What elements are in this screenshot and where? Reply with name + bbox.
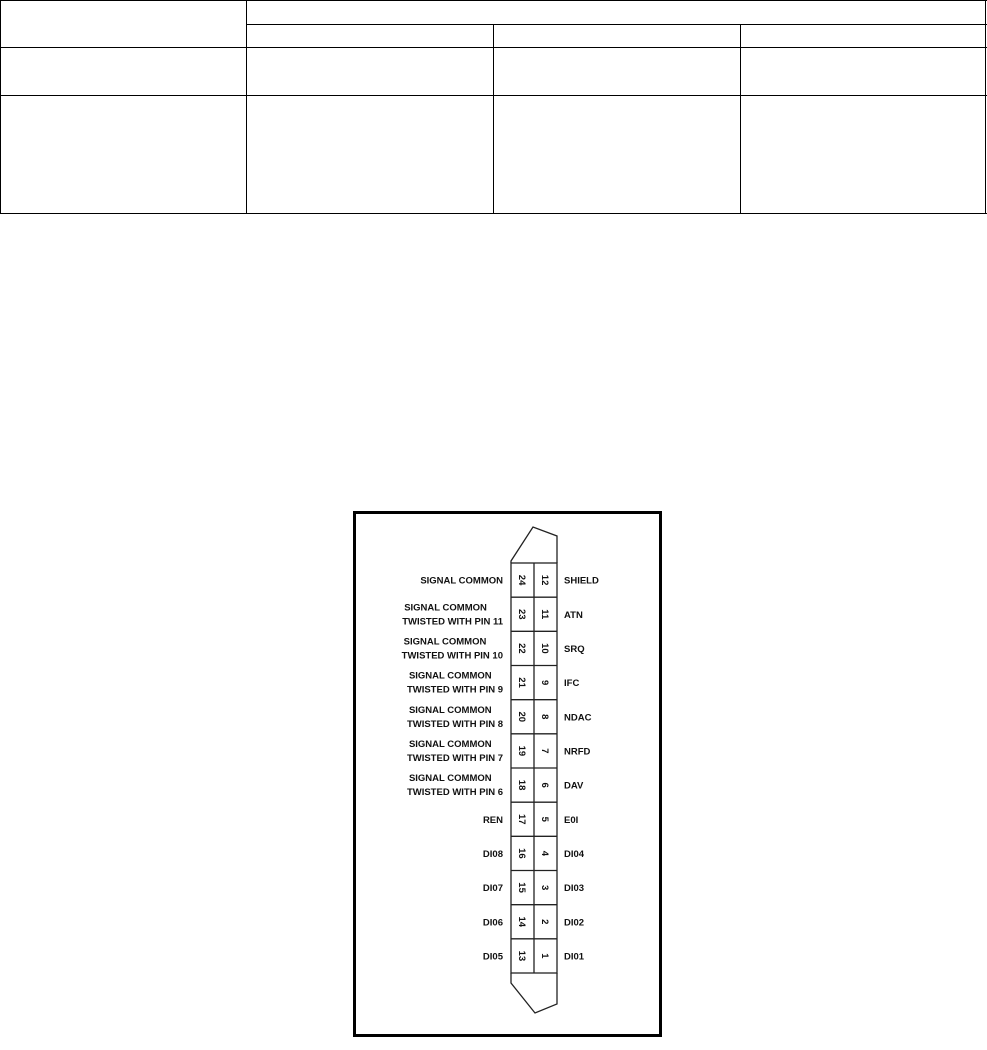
signal-label-left: TWISTED WITH PIN 11 (402, 616, 503, 628)
signal-label-left: SIGNAL COMMON (408, 670, 492, 682)
signal-label-right: DI03 (564, 883, 585, 895)
pin-number-left: 21 (516, 677, 527, 688)
table-rule-col3 (740, 24, 741, 214)
signal-label-left: DI08 (482, 848, 503, 860)
signal-label-left: TWISTED WITH PIN 10 (401, 650, 503, 662)
signal-label-left: DI06 (482, 917, 503, 929)
connector-figure (353, 511, 662, 1037)
signal-label-left: SIGNAL COMMON (408, 738, 492, 750)
empty-table (0, 0, 987, 215)
connector-diagram (356, 514, 659, 1034)
pin-number-right: 12 (539, 574, 550, 586)
pin-number-left: 24 (516, 574, 527, 586)
signal-label-left: DI05 (482, 951, 503, 963)
table-rule-top (0, 0, 987, 1)
signal-label-right: E0I (564, 814, 579, 826)
signal-label-right: IFC (564, 678, 580, 690)
table-rule-left (0, 0, 1, 214)
connector-shell-bottom (511, 973, 557, 1013)
pin-number-right: 1 (539, 953, 550, 959)
pin-number-right: 2 (539, 919, 550, 925)
signal-label-left: SIGNAL COMMON (403, 636, 487, 648)
pin-number-left: 16 (516, 848, 527, 859)
signal-label-right: DI02 (564, 917, 585, 929)
pin-number-right: 5 (539, 816, 550, 822)
pin-number-right: 9 (539, 679, 550, 686)
signal-label-left: SIGNAL COMMON (408, 773, 492, 785)
pin-number-left: 18 (516, 779, 527, 791)
pin-number-left: 13 (516, 950, 527, 962)
connector-shell-top (511, 527, 557, 563)
table-rule-right (985, 0, 986, 214)
table-rule-subheader (246, 24, 987, 25)
pin-number-right: 6 (539, 782, 550, 788)
pin-number-right: 4 (539, 850, 550, 857)
signal-label-right: DI01 (564, 951, 585, 963)
signal-label-left: TWISTED WITH PIN 8 (406, 718, 503, 730)
signal-label-right: NDAC (564, 712, 592, 724)
signal-label-left: TWISTED WITH PIN 6 (406, 787, 503, 799)
signal-label-left: REN (482, 814, 503, 826)
pin-number-left: 17 (516, 813, 527, 825)
pin-number-right: 3 (539, 884, 550, 891)
pin-number-right: 11 (539, 609, 550, 620)
table-rule-col2 (493, 24, 494, 214)
signal-label-left: DI07 (482, 883, 503, 895)
pin-number-left: 15 (516, 882, 527, 893)
pin-number-right: 7 (539, 748, 550, 754)
pin-number-left: 20 (516, 711, 527, 723)
signal-label-right: SHIELD (564, 575, 599, 587)
signal-label-right: SRQ (564, 643, 585, 655)
signal-label-left: TWISTED WITH PIN 7 (406, 752, 503, 764)
signal-label-left: SIGNAL COMMON (404, 602, 487, 614)
pin-number-right: 8 (539, 714, 550, 720)
pin-number-left: 22 (516, 643, 527, 654)
signal-label-left: SIGNAL COMMON (408, 704, 492, 716)
signal-label-left: TWISTED WITH PIN 9 (406, 684, 503, 696)
signal-label-right: NRFD (564, 746, 591, 758)
pin-number-left: 14 (516, 916, 527, 928)
pin-number-left: 19 (516, 745, 527, 757)
signal-label-right: DAV (564, 780, 584, 792)
signal-label-left: SIGNAL COMMON (420, 575, 503, 587)
pin-number-right: 10 (539, 643, 550, 654)
signal-label-right: DI04 (564, 848, 585, 860)
table-rule-col1 (246, 0, 247, 214)
pin-number-left: 23 (516, 608, 527, 620)
signal-label-right: ATN (564, 609, 583, 621)
